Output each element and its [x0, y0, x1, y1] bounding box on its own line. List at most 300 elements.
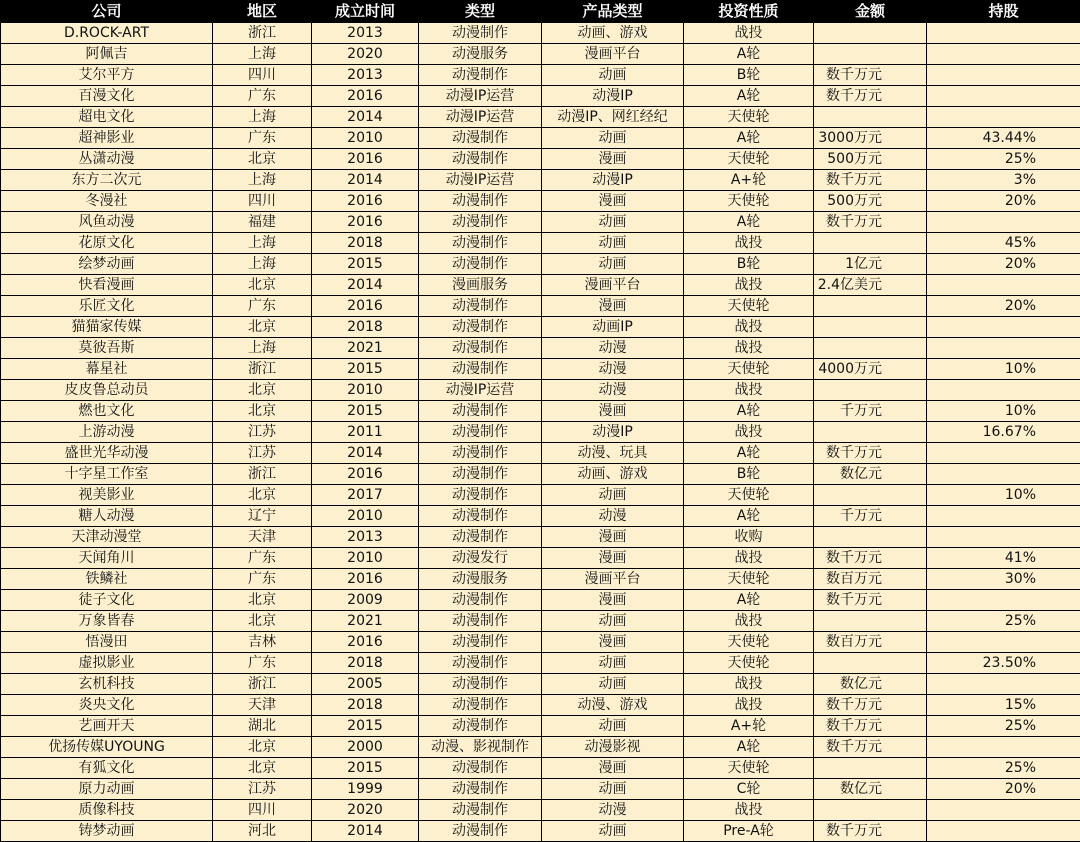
cell-investment-nature: A+轮: [684, 716, 814, 737]
cell-product-type: 动画: [542, 254, 684, 275]
cell-region: 四川: [213, 191, 312, 212]
cell-product-type: 动画: [542, 716, 684, 737]
cell-type: 动漫制作: [419, 254, 542, 275]
cell-stake: 20%: [927, 296, 1080, 317]
header-region: 地区: [213, 1, 312, 23]
table-header: [1, 1, 1080, 23]
cell-amount: [814, 758, 927, 779]
cell-investment-nature: 战投: [684, 674, 814, 695]
cell-type: 动漫发行: [419, 548, 542, 569]
cell-product-type: 动漫IP: [542, 170, 684, 191]
cell-company: 猫猫家传媒: [1, 317, 213, 338]
cell-amount: [814, 485, 927, 506]
cell-stake: 25%: [927, 149, 1080, 170]
cell-region: 上海: [213, 233, 312, 254]
cell-founded: 2020: [312, 44, 419, 65]
cell-region: 辽宁: [213, 506, 312, 527]
cell-type: 动漫制作: [419, 359, 542, 380]
cell-product-type: 动漫IP、网红经纪: [542, 107, 684, 128]
cell-stake: 20%: [927, 191, 1080, 212]
cell-company: 幕星社: [1, 359, 213, 380]
cell-type: 动漫服务: [419, 44, 542, 65]
cell-amount: 千万元: [814, 506, 927, 527]
cell-founded: 2015: [312, 716, 419, 737]
cell-amount: 数百万元: [814, 632, 927, 653]
cell-region: 北京: [213, 611, 312, 632]
cell-amount: 数千万元: [814, 212, 927, 233]
cell-amount: [814, 23, 927, 44]
cell-founded: 2016: [312, 191, 419, 212]
cell-company: 徒子文化: [1, 590, 213, 611]
cell-type: 动漫制作: [419, 758, 542, 779]
cell-product-type: 动漫、玩具: [542, 443, 684, 464]
header-investment-nature: 投资性质: [684, 1, 814, 23]
table-row: [1, 443, 1080, 464]
cell-type: 动漫制作: [419, 296, 542, 317]
cell-investment-nature: 战投: [684, 317, 814, 338]
cell-company: 炎央文化: [1, 695, 213, 716]
cell-investment-nature: 天使轮: [684, 296, 814, 317]
cell-type: 动漫制作: [419, 632, 542, 653]
cell-founded: 2016: [312, 212, 419, 233]
cell-stake: [927, 212, 1080, 233]
table-row: [1, 506, 1080, 527]
cell-product-type: 漫画: [542, 149, 684, 170]
cell-investment-nature: 天使轮: [684, 359, 814, 380]
cell-company: 铁鳞社: [1, 569, 213, 590]
cell-founded: 2016: [312, 296, 419, 317]
cell-company: 莫彼吾斯: [1, 338, 213, 359]
cell-stake: [927, 338, 1080, 359]
cell-type: 动漫制作: [419, 149, 542, 170]
cell-company: 百漫文化: [1, 86, 213, 107]
cell-amount: 数百万元: [814, 569, 927, 590]
header-company: 公司: [1, 1, 213, 23]
cell-region: 江苏: [213, 443, 312, 464]
cell-product-type: 动漫: [542, 359, 684, 380]
cell-type: 动漫、影视制作: [419, 737, 542, 758]
cell-company: 超电文化: [1, 107, 213, 128]
cell-product-type: 动画: [542, 674, 684, 695]
cell-amount: 数亿元: [814, 674, 927, 695]
cell-investment-nature: A轮: [684, 443, 814, 464]
cell-region: 湖北: [213, 716, 312, 737]
cell-stake: 20%: [927, 254, 1080, 275]
cell-stake: [927, 380, 1080, 401]
cell-company: 十字星工作室: [1, 464, 213, 485]
table-row: [1, 632, 1080, 653]
cell-amount: 数千万元: [814, 590, 927, 611]
cell-amount: 千万元: [814, 401, 927, 422]
cell-stake: 3%: [927, 170, 1080, 191]
cell-investment-nature: B轮: [684, 65, 814, 86]
cell-company: D.ROCK-ART: [1, 23, 213, 44]
cell-type: 动漫IP运营: [419, 380, 542, 401]
cell-type: 动漫制作: [419, 338, 542, 359]
cell-investment-nature: 天使轮: [684, 569, 814, 590]
cell-stake: 45%: [927, 233, 1080, 254]
cell-type: 动漫制作: [419, 674, 542, 695]
cell-founded: 2010: [312, 128, 419, 149]
cell-amount: 数千万元: [814, 65, 927, 86]
cell-region: 浙江: [213, 23, 312, 44]
cell-product-type: 漫画: [542, 548, 684, 569]
cell-region: 四川: [213, 800, 312, 821]
header-stake: 持股: [927, 1, 1080, 23]
table-row: [1, 611, 1080, 632]
cell-amount: 数千万元: [814, 443, 927, 464]
cell-region: 广东: [213, 128, 312, 149]
cell-company: 皮皮鲁总动员: [1, 380, 213, 401]
table-row: [1, 779, 1080, 800]
cell-region: 上海: [213, 44, 312, 65]
cell-amount: 数千万元: [814, 170, 927, 191]
cell-product-type: 漫画: [542, 632, 684, 653]
cell-founded: 2010: [312, 506, 419, 527]
table-row: [1, 821, 1080, 842]
cell-amount: 数千万元: [814, 737, 927, 758]
table-row: [1, 695, 1080, 716]
cell-founded: 2013: [312, 527, 419, 548]
cell-investment-nature: A轮: [684, 737, 814, 758]
cell-region: 北京: [213, 149, 312, 170]
cell-investment-nature: 收购: [684, 527, 814, 548]
cell-amount: [814, 317, 927, 338]
cell-amount: 2.4亿美元: [814, 275, 927, 296]
cell-product-type: 动漫: [542, 800, 684, 821]
cell-company: 超神影业: [1, 128, 213, 149]
cell-investment-nature: 天使轮: [684, 632, 814, 653]
cell-investment-nature: 战投: [684, 695, 814, 716]
cell-investment-nature: 战投: [684, 422, 814, 443]
cell-stake: 16.67%: [927, 422, 1080, 443]
cell-founded: 2016: [312, 149, 419, 170]
cell-region: 浙江: [213, 464, 312, 485]
cell-product-type: 动漫IP: [542, 422, 684, 443]
cell-stake: [927, 821, 1080, 842]
table-row: [1, 527, 1080, 548]
cell-stake: 41%: [927, 548, 1080, 569]
cell-product-type: 动画、游戏: [542, 464, 684, 485]
table-row: [1, 86, 1080, 107]
cell-company: 原力动画: [1, 779, 213, 800]
cell-stake: [927, 800, 1080, 821]
cell-region: 广东: [213, 569, 312, 590]
cell-investment-nature: 战投: [684, 548, 814, 569]
cell-investment-nature: 战投: [684, 380, 814, 401]
cell-investment-nature: Pre-A轮: [684, 821, 814, 842]
cell-region: 北京: [213, 758, 312, 779]
cell-amount: 数千万元: [814, 716, 927, 737]
cell-investment-nature: 战投: [684, 233, 814, 254]
cell-stake: 25%: [927, 611, 1080, 632]
cell-investment-nature: 天使轮: [684, 485, 814, 506]
cell-amount: 3000万元: [814, 128, 927, 149]
cell-amount: 数千万元: [814, 695, 927, 716]
cell-founded: 2014: [312, 443, 419, 464]
cell-product-type: 动画: [542, 821, 684, 842]
cell-company: 燃也文化: [1, 401, 213, 422]
cell-product-type: 动画IP: [542, 317, 684, 338]
cell-region: 浙江: [213, 359, 312, 380]
cell-founded: 2017: [312, 485, 419, 506]
cell-company: 乐匠文化: [1, 296, 213, 317]
cell-region: 北京: [213, 380, 312, 401]
cell-founded: 2021: [312, 338, 419, 359]
cell-amount: [814, 800, 927, 821]
table-row: [1, 128, 1080, 149]
cell-founded: 2010: [312, 548, 419, 569]
cell-founded: 2000: [312, 737, 419, 758]
cell-product-type: 动画: [542, 233, 684, 254]
cell-company: 质像科技: [1, 800, 213, 821]
cell-company: 上游动漫: [1, 422, 213, 443]
cell-founded: 2015: [312, 401, 419, 422]
cell-region: 吉林: [213, 632, 312, 653]
cell-region: 广东: [213, 86, 312, 107]
cell-product-type: 动漫、游戏: [542, 695, 684, 716]
cell-product-type: 漫画平台: [542, 44, 684, 65]
cell-investment-nature: B轮: [684, 464, 814, 485]
cell-amount: 数亿元: [814, 464, 927, 485]
cell-founded: 1999: [312, 779, 419, 800]
cell-founded: 2021: [312, 611, 419, 632]
cell-company: 快看漫画: [1, 275, 213, 296]
cell-founded: 2009: [312, 590, 419, 611]
cell-type: 动漫制作: [419, 695, 542, 716]
cell-type: 动漫制作: [419, 779, 542, 800]
table-row: [1, 233, 1080, 254]
cell-stake: [927, 44, 1080, 65]
cell-region: 广东: [213, 548, 312, 569]
cell-type: 动漫制作: [419, 611, 542, 632]
cell-founded: 2020: [312, 800, 419, 821]
cell-company: 艾尔平方: [1, 65, 213, 86]
cell-founded: 2014: [312, 107, 419, 128]
cell-amount: 数千万元: [814, 548, 927, 569]
cell-investment-nature: A轮: [684, 86, 814, 107]
cell-type: 动漫制作: [419, 653, 542, 674]
cell-company: 花原文化: [1, 233, 213, 254]
cell-type: 动漫制作: [419, 65, 542, 86]
cell-investment-nature: A轮: [684, 212, 814, 233]
cell-investment-nature: C轮: [684, 779, 814, 800]
table-row: [1, 338, 1080, 359]
table-row: [1, 590, 1080, 611]
cell-stake: [927, 506, 1080, 527]
cell-type: 动漫制作: [419, 590, 542, 611]
table-row: [1, 758, 1080, 779]
cell-investment-nature: 天使轮: [684, 758, 814, 779]
cell-amount: [814, 338, 927, 359]
cell-product-type: 动漫: [542, 506, 684, 527]
cell-stake: 10%: [927, 359, 1080, 380]
table-row: [1, 422, 1080, 443]
cell-product-type: 动画: [542, 779, 684, 800]
table-row: [1, 170, 1080, 191]
cell-region: 北京: [213, 317, 312, 338]
table-row: [1, 191, 1080, 212]
cell-product-type: 动画: [542, 65, 684, 86]
cell-founded: 2016: [312, 464, 419, 485]
cell-founded: 2018: [312, 695, 419, 716]
cell-stake: [927, 23, 1080, 44]
cell-product-type: 动画: [542, 212, 684, 233]
cell-founded: 2016: [312, 86, 419, 107]
cell-product-type: 动画: [542, 653, 684, 674]
cell-type: 动漫制作: [419, 401, 542, 422]
cell-company: 绘梦动画: [1, 254, 213, 275]
cell-product-type: 漫画: [542, 191, 684, 212]
table-row: [1, 800, 1080, 821]
table-row: [1, 359, 1080, 380]
cell-investment-nature: 战投: [684, 800, 814, 821]
cell-stake: [927, 275, 1080, 296]
cell-region: 广东: [213, 653, 312, 674]
cell-region: 江苏: [213, 422, 312, 443]
header-row: [1, 1, 1080, 23]
cell-founded: 2018: [312, 233, 419, 254]
cell-company: 东方二次元: [1, 170, 213, 191]
cell-stake: 43.44%: [927, 128, 1080, 149]
cell-stake: [927, 86, 1080, 107]
cell-product-type: 漫画: [542, 527, 684, 548]
cell-region: 福建: [213, 212, 312, 233]
table-row: [1, 107, 1080, 128]
cell-investment-nature: A轮: [684, 44, 814, 65]
cell-stake: [927, 317, 1080, 338]
cell-company: 盛世光华动漫: [1, 443, 213, 464]
cell-type: 动漫服务: [419, 569, 542, 590]
cell-product-type: 漫画平台: [542, 569, 684, 590]
table-row: [1, 380, 1080, 401]
cell-founded: 2015: [312, 359, 419, 380]
cell-product-type: 动漫: [542, 380, 684, 401]
cell-company: 天津动漫堂: [1, 527, 213, 548]
cell-company: 艺画开天: [1, 716, 213, 737]
cell-investment-nature: A+轮: [684, 170, 814, 191]
cell-stake: [927, 464, 1080, 485]
cell-amount: 1亿元: [814, 254, 927, 275]
cell-region: 北京: [213, 401, 312, 422]
cell-region: 北京: [213, 590, 312, 611]
table-row: [1, 317, 1080, 338]
cell-founded: 2013: [312, 65, 419, 86]
cell-founded: 2014: [312, 821, 419, 842]
cell-founded: 2011: [312, 422, 419, 443]
table-row: [1, 716, 1080, 737]
table-row: [1, 674, 1080, 695]
cell-company: 玄机科技: [1, 674, 213, 695]
cell-company: 阿佩吉: [1, 44, 213, 65]
cell-stake: [927, 65, 1080, 86]
cell-region: 浙江: [213, 674, 312, 695]
table-row: [1, 44, 1080, 65]
cell-company: 虚拟影业: [1, 653, 213, 674]
cell-type: 动漫制作: [419, 212, 542, 233]
cell-founded: 2018: [312, 317, 419, 338]
cell-amount: 数千万元: [814, 86, 927, 107]
cell-amount: 500万元: [814, 149, 927, 170]
cell-company: 视美影业: [1, 485, 213, 506]
cell-region: 四川: [213, 65, 312, 86]
table-row: [1, 275, 1080, 296]
cell-type: 动漫制作: [419, 128, 542, 149]
cell-stake: 15%: [927, 695, 1080, 716]
cell-stake: [927, 107, 1080, 128]
cell-investment-nature: A轮: [684, 401, 814, 422]
cell-investment-nature: 天使轮: [684, 191, 814, 212]
cell-investment-nature: A轮: [684, 590, 814, 611]
table-row: [1, 65, 1080, 86]
cell-investment-nature: 战投: [684, 275, 814, 296]
cell-founded: 2013: [312, 23, 419, 44]
table-body: [1, 23, 1080, 842]
cell-company: 优扬传媒UYOUNG: [1, 737, 213, 758]
cell-investment-nature: 天使轮: [684, 149, 814, 170]
cell-stake: [927, 443, 1080, 464]
cell-type: 动漫制作: [419, 422, 542, 443]
cell-founded: 2016: [312, 569, 419, 590]
cell-company: 天闻角川: [1, 548, 213, 569]
header-amount: 金额: [814, 1, 927, 23]
cell-founded: 2010: [312, 380, 419, 401]
table-row: [1, 569, 1080, 590]
cell-type: 动漫IP运营: [419, 107, 542, 128]
cell-type: 动漫制作: [419, 317, 542, 338]
header-type: 类型: [419, 1, 542, 23]
cell-amount: [814, 380, 927, 401]
cell-stake: 20%: [927, 779, 1080, 800]
cell-region: 北京: [213, 737, 312, 758]
cell-founded: 2014: [312, 170, 419, 191]
cell-type: 动漫制作: [419, 443, 542, 464]
table-row: [1, 737, 1080, 758]
cell-stake: 25%: [927, 716, 1080, 737]
cell-investment-nature: B轮: [684, 254, 814, 275]
cell-stake: 10%: [927, 485, 1080, 506]
cell-investment-nature: 战投: [684, 611, 814, 632]
cell-amount: 4000万元: [814, 359, 927, 380]
cell-stake: 25%: [927, 758, 1080, 779]
cell-region: 上海: [213, 338, 312, 359]
cell-investment-nature: 战投: [684, 338, 814, 359]
cell-region: 北京: [213, 485, 312, 506]
cell-type: 动漫制作: [419, 527, 542, 548]
table-row: [1, 212, 1080, 233]
cell-type: 动漫制作: [419, 485, 542, 506]
cell-company: 铸梦动画: [1, 821, 213, 842]
cell-type: 动漫制作: [419, 191, 542, 212]
cell-company: 万象皆春: [1, 611, 213, 632]
cell-type: 动漫制作: [419, 800, 542, 821]
cell-type: 动漫制作: [419, 506, 542, 527]
cell-type: 动漫制作: [419, 23, 542, 44]
cell-type: 动漫制作: [419, 821, 542, 842]
table-row: [1, 149, 1080, 170]
table-row: [1, 254, 1080, 275]
cell-amount: 数千万元: [814, 821, 927, 842]
header-product-type: 产品类型: [542, 1, 684, 23]
table-row: [1, 485, 1080, 506]
cell-stake: [927, 737, 1080, 758]
cell-product-type: 动画: [542, 128, 684, 149]
cell-founded: 2014: [312, 275, 419, 296]
cell-company: 糖人动漫: [1, 506, 213, 527]
cell-type: 动漫制作: [419, 233, 542, 254]
cell-amount: [814, 44, 927, 65]
cell-founded: 2016: [312, 632, 419, 653]
